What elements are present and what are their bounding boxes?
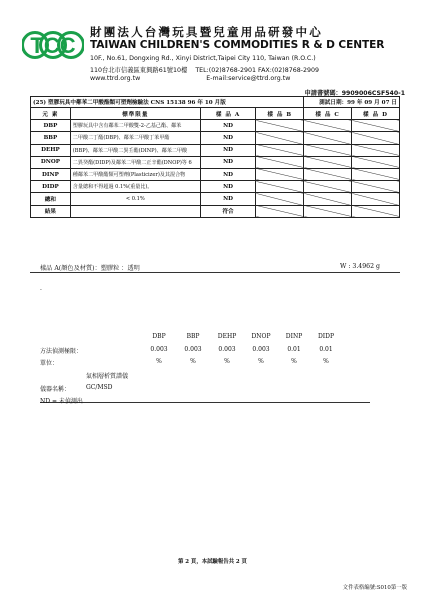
- col-element: 元 素: [31, 108, 71, 120]
- table-row: [31, 181, 400, 193]
- col-limit: 標準限量: [70, 108, 200, 120]
- empty-cell: [256, 193, 304, 205]
- empty-cell: [352, 144, 400, 156]
- det-limit: 0.003: [184, 346, 202, 353]
- instrument-label: 儀器名稱：: [40, 386, 71, 393]
- sample-a-cell: ND: [200, 120, 256, 132]
- empty-cell: [304, 132, 352, 144]
- element-cell: 總和: [31, 193, 71, 205]
- limit-cell: 二甲酸二丁酯(DBP)、鄰苯二甲酸丁苯甲酯: [70, 132, 200, 144]
- limit-cell: 種鄰苯二甲酸酯類可塑劑(Plasticizer)及其混合物: [70, 168, 200, 180]
- empty-cell: [256, 181, 304, 193]
- det-unit: %: [258, 358, 264, 365]
- det-unit: %: [323, 358, 329, 365]
- limit-cell: < 0.1%: [70, 193, 200, 205]
- det-limit-label: 方法偵測極限：: [40, 348, 83, 355]
- empty-cell: [304, 205, 352, 217]
- address-en: 10F., No.61, Dongxing Rd., Xinyi District,Taipei City 110, Taiwan (R.O.C.): [90, 55, 316, 62]
- nd-note: ND = 未偵測出: [40, 398, 83, 405]
- empty-cell: [256, 156, 304, 168]
- empty-cell: [352, 132, 400, 144]
- element-cell: 結果: [31, 205, 71, 217]
- org-name-en: TAIWAN CHILDREN'S COMMODITIES R & D CENTER: [90, 39, 385, 51]
- email-link[interactable]: E-mail:service@ttrd.org.tw: [206, 75, 291, 82]
- element-cell: BBP: [31, 132, 71, 144]
- sample-a-cell: ND: [200, 144, 256, 156]
- logo-text: TCC: [30, 33, 76, 58]
- det-limit: 0.01: [287, 346, 301, 353]
- col-sample-a: 樣 品 A: [200, 108, 256, 120]
- det-limit: 0.01: [319, 346, 333, 353]
- det-unit: %: [291, 358, 297, 365]
- col-sample-b: 樣 品 B: [256, 108, 304, 120]
- empty-cell: [352, 205, 400, 217]
- empty-cell: [352, 181, 400, 193]
- table-row: [31, 120, 400, 132]
- empty-cell: [256, 132, 304, 144]
- empty-cell: [304, 193, 352, 205]
- empty-cell: [352, 193, 400, 205]
- empty-cell: [352, 120, 400, 132]
- limit-cell: (BBP)、鄰苯二甲酸二異壬酯(DINP)、鄰苯二甲酸: [70, 144, 200, 156]
- web-line: [90, 75, 290, 82]
- address-zh-line: [90, 65, 319, 74]
- element-cell: DEHP: [31, 144, 71, 156]
- phthalate-result-table: [30, 96, 400, 218]
- empty-cell: [256, 120, 304, 132]
- empty-cell: [304, 181, 352, 193]
- empty-cell: [304, 168, 352, 180]
- det-unit-label: 單位：: [40, 360, 59, 367]
- table-row: [31, 193, 400, 205]
- sample-a-cell: ND: [200, 181, 256, 193]
- sample-a-cell: ND: [200, 168, 256, 180]
- limit-cell: 二異癸酯(DIDP)及鄰苯二甲酸二正辛酯(DNOP)等 6: [70, 156, 200, 168]
- sample-a-cell: ND: [200, 156, 256, 168]
- empty-cell: [352, 168, 400, 180]
- table-row: [31, 156, 400, 168]
- det-col: BBP: [186, 333, 200, 340]
- sample-a-cell: 符合: [200, 205, 256, 217]
- instrument-method: 氣相層析質譜儀: [86, 373, 129, 380]
- sample-a-cell: ND: [200, 193, 256, 205]
- instrument-name: GC/MSD: [86, 384, 113, 391]
- table-row: [31, 144, 400, 156]
- address-zh: 110台北市信義區東興路61號10樓: [90, 67, 188, 74]
- sample-a-cell: ND: [200, 132, 256, 144]
- empty-cell: [256, 144, 304, 156]
- element-cell: DBP: [31, 120, 71, 132]
- org-name-zh: 財團法人台灣玩具暨兒童用品研發中心: [90, 25, 323, 39]
- table-title: (25) 塑膠玩具中鄰苯二甲酸酯類可塑劑檢驗法 CNS 15138 96 年 10 月版: [31, 97, 304, 108]
- det-col: DINP: [285, 333, 303, 340]
- page-number: 第 2 頁，本試驗報告共 2 頁: [178, 559, 247, 565]
- det-col: DBP: [152, 333, 166, 340]
- det-limit: 0.003: [218, 346, 236, 353]
- col-sample-d: 樣 品 D: [352, 108, 400, 120]
- mark: .: [40, 285, 42, 292]
- det-unit: %: [190, 358, 196, 365]
- divider: [30, 272, 400, 273]
- table-header-row: [31, 108, 400, 120]
- form-number: 文件表格編號:S010第一版: [342, 585, 407, 591]
- application-number: 申請書號碼：9909006CSF540-1: [304, 90, 405, 97]
- website-link[interactable]: www.ttrd.org.tw: [90, 75, 141, 82]
- element-cell: DNOP: [31, 156, 71, 168]
- empty-cell: [304, 156, 352, 168]
- sample-description: 樣品 A(顏色及材質)：塑膠粒 ：透明: [40, 265, 140, 272]
- det-unit: %: [156, 358, 162, 365]
- divider: [40, 402, 370, 403]
- det-limit: 0.003: [150, 346, 168, 353]
- table-row: [31, 205, 400, 217]
- tel-fax: TEL:(02)8768-2901 FAX:(02)8768-2909: [195, 67, 320, 74]
- empty-cell: [256, 168, 304, 180]
- det-unit: %: [224, 358, 230, 365]
- empty-cell: [256, 205, 304, 217]
- sample-weight: W : 3.4962 g: [340, 263, 380, 270]
- table-title-row: [31, 97, 400, 108]
- det-col: DIDP: [317, 333, 335, 340]
- det-col: DEHP: [217, 333, 237, 340]
- empty-cell: [304, 120, 352, 132]
- det-limit: 0.003: [252, 346, 270, 353]
- limit-cell: 含量總和不得超過 0.1%(重量比)。: [70, 181, 200, 193]
- limit-cell: 塑膠玩具中含有鄰苯二甲酸雙-2-乙基己酯、鄰苯: [70, 120, 200, 132]
- element-cell: DIDP: [31, 181, 71, 193]
- det-col: DNOP: [251, 333, 271, 340]
- empty-cell: [352, 156, 400, 168]
- table-row: [31, 168, 400, 180]
- element-cell: DINP: [31, 168, 71, 180]
- table-row: [31, 132, 400, 144]
- tcc-logo: [22, 24, 84, 66]
- empty-cell: [304, 144, 352, 156]
- col-sample-c: 樣 品 C: [304, 108, 352, 120]
- limit-cell: [70, 205, 200, 217]
- test-date: 測試日期：99 年 09 月 07 日: [304, 97, 400, 108]
